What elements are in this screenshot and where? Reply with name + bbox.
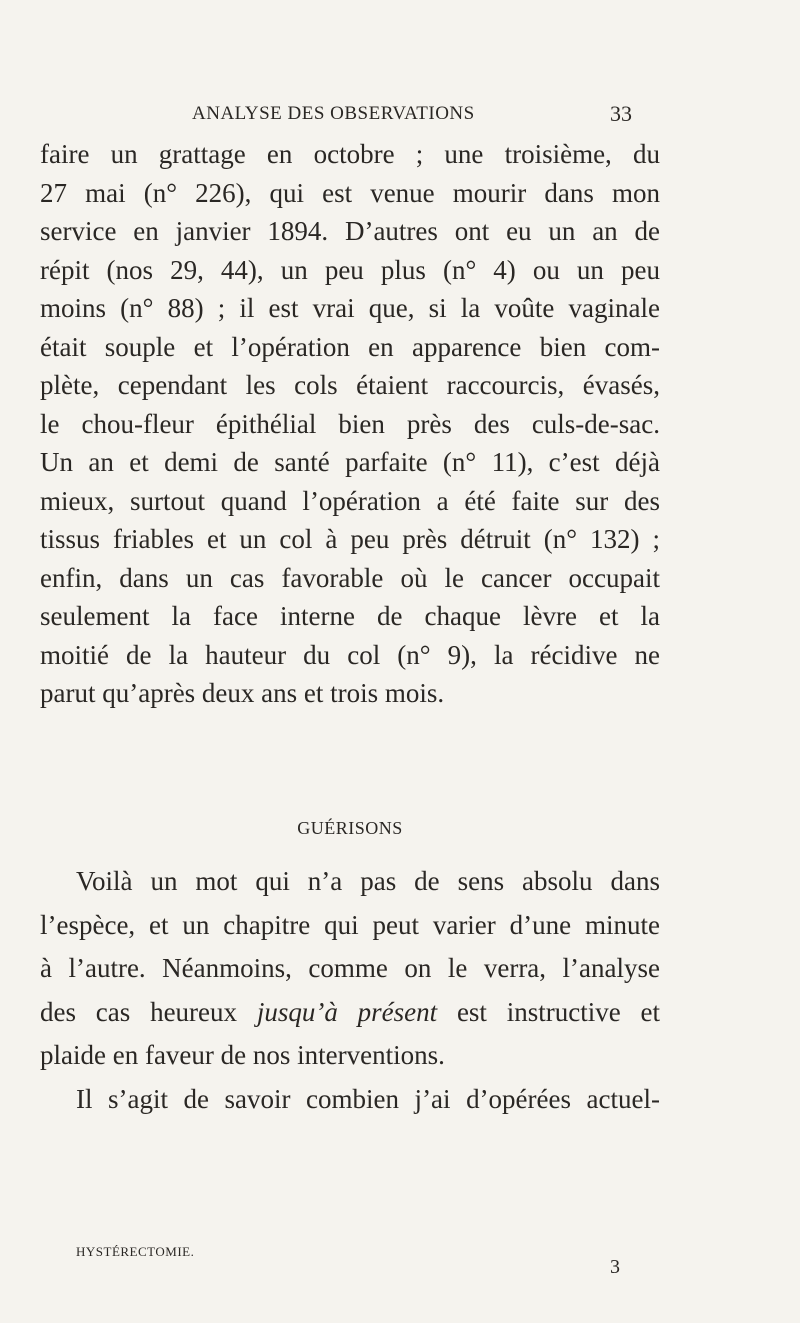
text-line: l’espèce, et un chapitre qui peut varier d’une minute <box>40 909 660 940</box>
text-line: plète, cependant les cols étaient raccourcis, évasés, <box>40 370 660 400</box>
text-line: était souple et l’opération en apparence bien com- <box>40 331 660 362</box>
text-line: Il s’agit de savoir combien j’ai d’opérées actuel- <box>76 1083 660 1114</box>
text-line: Un an et demi de santé parfaite (n° 11), c’est déjà <box>40 447 660 477</box>
text-line: Voilà un mot qui n’a pas de sens absolu dans <box>76 866 660 896</box>
text-line: mieux, surtout quand l’opération a été faite sur des <box>40 485 660 516</box>
text-line: plaide en faveur de nos interventions. <box>40 1040 445 1070</box>
text-line-with-italic <box>40 991 660 1035</box>
section-paragraph <box>40 860 660 1121</box>
text-line: à l’autre. Néanmoins, comme on le verra, l’analyse <box>40 953 660 983</box>
text-line: moins (n° 88) ; il est vrai que, si la voûte vaginale <box>40 293 660 323</box>
text-line: tissus friables et un col à peu près détruit (n° 132) ; <box>40 524 660 554</box>
signature-mark: HYSTÉRECTOMIE. <box>76 1244 195 1259</box>
page-number: 33 <box>610 101 632 126</box>
text-segment: est instructive et <box>437 996 661 1027</box>
text-line: enfin, dans un cas favorable où le cancer occupait <box>40 562 660 593</box>
text-line: service en janvier 1894. D’autres ont eu un an de <box>40 216 660 246</box>
text-line: moitié de la hauteur du col (n° 9), la récidive ne <box>40 639 660 670</box>
text-segment: des cas heureux <box>40 996 257 1027</box>
text-line: 27 mai (n° 226), qui est venue mourir dans mon <box>40 177 660 208</box>
section-title: GUÉRISONS <box>297 818 403 838</box>
running-title: ANALYSE DES OBSERVATIONS <box>192 103 475 124</box>
text-line: le chou-fleur épithélial bien près des culs-de-sac. <box>40 408 660 439</box>
paragraph-1 <box>40 135 660 713</box>
text-line: faire un grattage en octobre ; une troisième, du <box>40 139 660 169</box>
text-line: seulement la face interne de chaque lèvre et la <box>40 601 660 631</box>
text-line: répit (nos 29, 44), un peu plus (n° 4) ou un peu <box>40 254 660 285</box>
sheet-number: 3 <box>610 1256 620 1278</box>
text-line: parut qu’après deux ans et trois mois. <box>40 678 445 708</box>
italic-phrase: jusqu’à présent <box>256 996 438 1027</box>
